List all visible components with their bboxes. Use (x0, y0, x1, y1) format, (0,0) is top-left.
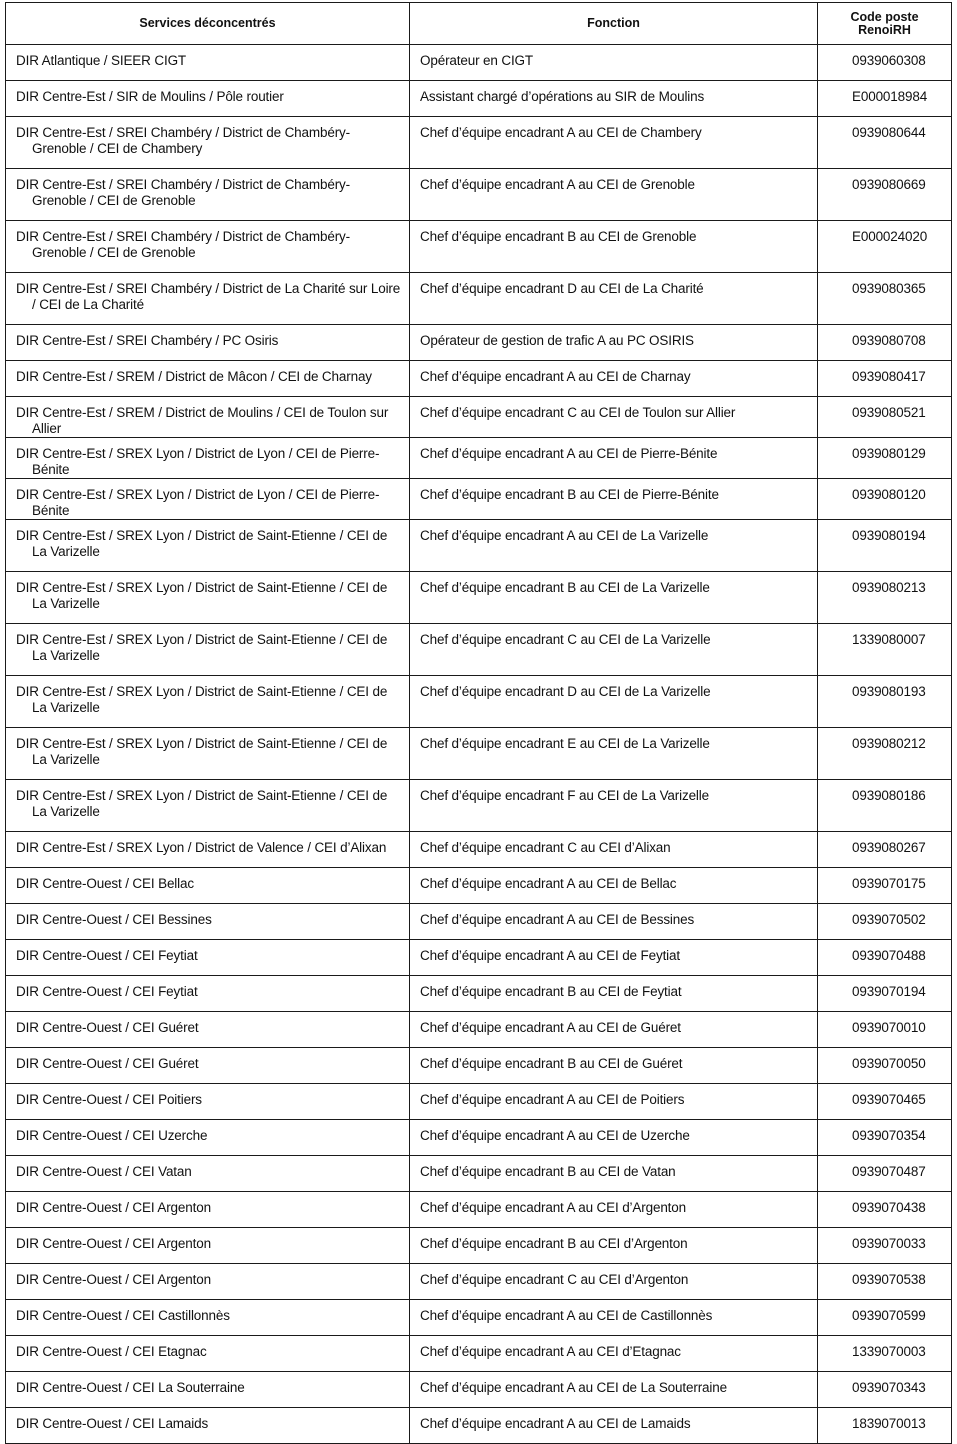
code-cell: 0939070487 (818, 1156, 952, 1192)
code-cell: 0939080365 (818, 273, 952, 325)
fonction-cell: Chef d’équipe encadrant C au CEI d’Alixan (410, 832, 818, 868)
table-row (6, 1120, 952, 1156)
service-cell (6, 479, 410, 520)
service-text: DIR Centre-Est / SREM / District de Moulins / CEI de Toulon sur Allier (16, 405, 389, 436)
service-cell (6, 1408, 410, 1444)
fonction-cell: Chef d’équipe encadrant B au CEI de Pierre-Bénite (410, 479, 818, 520)
service-text: DIR Centre-Est / SREM / District de Mâcon / CEI de Charnay (16, 369, 372, 384)
code-cell: 0939080417 (818, 361, 952, 397)
code-cell: 0939070488 (818, 940, 952, 976)
table-row (6, 728, 952, 780)
service-text: DIR Centre-Est / SREI Chambéry / PC Osiris (16, 333, 279, 348)
code-cell: E000018984 (818, 81, 952, 117)
code-cell: 0939070502 (818, 904, 952, 940)
table-header-row (6, 3, 952, 45)
service-cell (6, 1156, 410, 1192)
service-cell (6, 728, 410, 780)
service-text: DIR Centre-Ouest / CEI Etagnac (16, 1344, 207, 1359)
code-cell: 1339080007 (818, 624, 952, 676)
service-text: DIR Centre-Ouest / CEI Poitiers (16, 1092, 202, 1107)
service-text: DIR Centre-Ouest / CEI La Souterraine (16, 1380, 245, 1395)
service-cell (6, 117, 410, 169)
service-text: DIR Centre-Est / SREI Chambéry / District de Chambéry-Grenoble / CEI de Grenoble (16, 229, 350, 260)
fonction-cell: Chef d’équipe encadrant A au CEI de Castillonnès (410, 1300, 818, 1336)
service-text: DIR Centre-Est / SREX Lyon / District de Saint-Etienne / CEI de La Varizelle (16, 684, 388, 715)
code-cell: 0939070175 (818, 868, 952, 904)
service-cell (6, 361, 410, 397)
fonction-cell: Chef d’équipe encadrant B au CEI d’Argenton (410, 1228, 818, 1264)
table-row (6, 1228, 952, 1264)
service-text: DIR Centre-Ouest / CEI Feytiat (16, 948, 198, 963)
fonction-cell: Chef d’équipe encadrant B au CEI de Vatan (410, 1156, 818, 1192)
service-text: DIR Centre-Ouest / CEI Argenton (16, 1200, 211, 1215)
service-cell (6, 397, 410, 438)
table-row (6, 1156, 952, 1192)
table-row (6, 479, 952, 520)
service-text: DIR Centre-Ouest / CEI Lamaids (16, 1416, 209, 1431)
fonction-cell: Chef d’équipe encadrant D au CEI de La Charité (410, 273, 818, 325)
header-services: Services déconcentrés (6, 3, 410, 45)
service-cell (6, 325, 410, 361)
code-cell: 0939080708 (818, 325, 952, 361)
table-row (6, 361, 952, 397)
table-row (6, 117, 952, 169)
service-cell (6, 1012, 410, 1048)
service-cell (6, 221, 410, 273)
service-text: DIR Atlantique / SIEER CIGT (16, 53, 187, 68)
service-text: DIR Centre-Est / SREI Chambéry / District de La Charité sur Loire / CEI de La Charité (16, 281, 401, 312)
fonction-cell: Chef d’équipe encadrant E au CEI de La Varizelle (410, 728, 818, 780)
code-cell: 0939070599 (818, 1300, 952, 1336)
fonction-cell: Chef d’équipe encadrant B au CEI de Feytiat (410, 976, 818, 1012)
fonction-cell: Chef d’équipe encadrant A au CEI de Uzerche (410, 1120, 818, 1156)
table-row (6, 904, 952, 940)
code-cell: 0939080120 (818, 479, 952, 520)
service-cell (6, 1228, 410, 1264)
table-row (6, 438, 952, 479)
service-text: DIR Centre-Est / SREX Lyon / District de Lyon / CEI de Pierre-Bénite (16, 446, 380, 477)
service-cell (6, 1048, 410, 1084)
table-row (6, 624, 952, 676)
code-cell: 0939080644 (818, 117, 952, 169)
positions-table (5, 2, 952, 1444)
table-row (6, 1048, 952, 1084)
fonction-cell: Chef d’équipe encadrant A au CEI de Poitiers (410, 1084, 818, 1120)
fonction-cell: Chef d’équipe encadrant A au CEI de Grenoble (410, 169, 818, 221)
code-cell: 0939070465 (818, 1084, 952, 1120)
header-code-poste (818, 3, 952, 45)
table-row (6, 1264, 952, 1300)
table-row (6, 868, 952, 904)
code-cell: 0939080194 (818, 520, 952, 572)
table-row (6, 221, 952, 273)
table-row (6, 976, 952, 1012)
code-cell: 0939080521 (818, 397, 952, 438)
table-row (6, 45, 952, 81)
table-row (6, 520, 952, 572)
service-cell (6, 273, 410, 325)
table-row (6, 1084, 952, 1120)
service-text: DIR Centre-Ouest / CEI Vatan (16, 1164, 192, 1179)
service-cell (6, 868, 410, 904)
service-text: DIR Centre-Est / SREX Lyon / District de Saint-Etienne / CEI de La Varizelle (16, 788, 388, 819)
fonction-cell: Chef d’équipe encadrant C au CEI d’Argenton (410, 1264, 818, 1300)
code-cell: 1339070003 (818, 1336, 952, 1372)
code-cell: 0939080669 (818, 169, 952, 221)
code-cell: E000024020 (818, 221, 952, 273)
service-text: DIR Centre-Ouest / CEI Bellac (16, 876, 194, 891)
table-row (6, 780, 952, 832)
code-cell: 1839070013 (818, 1408, 952, 1444)
service-text: DIR Centre-Ouest / CEI Guéret (16, 1056, 199, 1071)
code-cell: 0939080212 (818, 728, 952, 780)
service-cell (6, 572, 410, 624)
fonction-cell: Chef d’équipe encadrant A au CEI de Lamaids (410, 1408, 818, 1444)
fonction-cell: Chef d’équipe encadrant A au CEI de La Varizelle (410, 520, 818, 572)
code-cell: 0939070438 (818, 1192, 952, 1228)
table-row (6, 325, 952, 361)
code-cell: 0939060308 (818, 45, 952, 81)
code-cell: 0939080186 (818, 780, 952, 832)
table-body (6, 45, 952, 1444)
fonction-cell: Chef d’équipe encadrant A au CEI de La Souterraine (410, 1372, 818, 1408)
code-cell: 0939070354 (818, 1120, 952, 1156)
service-text: DIR Centre-Ouest / CEI Guéret (16, 1020, 199, 1035)
table-row (6, 940, 952, 976)
code-cell: 0939080213 (818, 572, 952, 624)
service-text: DIR Centre-Est / SIR de Moulins / Pôle routier (16, 89, 284, 104)
code-cell: 0939070033 (818, 1228, 952, 1264)
service-text: DIR Centre-Ouest / CEI Uzerche (16, 1128, 208, 1143)
service-cell (6, 832, 410, 868)
service-cell (6, 624, 410, 676)
table-row (6, 1372, 952, 1408)
service-text: DIR Centre-Ouest / CEI Argenton (16, 1272, 211, 1287)
code-cell: 0939070194 (818, 976, 952, 1012)
service-text: DIR Centre-Ouest / CEI Argenton (16, 1236, 211, 1251)
code-cell: 0939080193 (818, 676, 952, 728)
fonction-cell: Chef d’équipe encadrant C au CEI de La Varizelle (410, 624, 818, 676)
service-text: DIR Centre-Ouest / CEI Feytiat (16, 984, 198, 999)
fonction-cell: Chef d’équipe encadrant A au CEI de Bellac (410, 868, 818, 904)
service-cell (6, 676, 410, 728)
service-text: DIR Centre-Est / SREX Lyon / District de Saint-Etienne / CEI de La Varizelle (16, 580, 388, 611)
service-cell (6, 940, 410, 976)
service-text: DIR Centre-Est / SREX Lyon / District de Saint-Etienne / CEI de La Varizelle (16, 528, 388, 559)
service-cell (6, 438, 410, 479)
code-cell: 0939070538 (818, 1264, 952, 1300)
table-row (6, 1012, 952, 1048)
service-cell (6, 520, 410, 572)
table-row (6, 572, 952, 624)
service-cell (6, 1336, 410, 1372)
service-cell (6, 1120, 410, 1156)
fonction-cell: Chef d’équipe encadrant A au CEI d’Etagnac (410, 1336, 818, 1372)
service-text: DIR Centre-Est / SREI Chambéry / District de Chambéry-Grenoble / CEI de Grenoble (16, 177, 350, 208)
fonction-cell: Assistant chargé d’opérations au SIR de Moulins (410, 81, 818, 117)
service-cell (6, 169, 410, 221)
fonction-cell: Chef d’équipe encadrant A au CEI de Pierre-Bénite (410, 438, 818, 479)
document-page (5, 2, 951, 1444)
service-text: DIR Centre-Est / SREI Chambéry / District de Chambéry-Grenoble / CEI de Chambery (16, 125, 350, 156)
service-text: DIR Centre-Ouest / CEI Bessines (16, 912, 212, 927)
service-cell (6, 904, 410, 940)
service-cell (6, 1300, 410, 1336)
service-text: DIR Centre-Est / SREX Lyon / District de Saint-Etienne / CEI de La Varizelle (16, 632, 388, 663)
fonction-cell: Opérateur de gestion de trafic A au PC OSIRIS (410, 325, 818, 361)
fonction-cell: Chef d’équipe encadrant A au CEI de Chambery (410, 117, 818, 169)
table-row (6, 169, 952, 221)
code-cell: 0939080129 (818, 438, 952, 479)
service-text: DIR Centre-Est / SREX Lyon / District de Saint-Etienne / CEI de La Varizelle (16, 736, 388, 767)
fonction-cell: Chef d’équipe encadrant A au CEI de Guéret (410, 1012, 818, 1048)
service-cell (6, 81, 410, 117)
fonction-cell: Chef d’équipe encadrant A au CEI d’Argenton (410, 1192, 818, 1228)
fonction-cell: Chef d’équipe encadrant B au CEI de La Varizelle (410, 572, 818, 624)
table-row (6, 1336, 952, 1372)
fonction-cell: Chef d’équipe encadrant B au CEI de Guéret (410, 1048, 818, 1084)
fonction-cell: Opérateur en CIGT (410, 45, 818, 81)
service-cell (6, 45, 410, 81)
service-cell (6, 1264, 410, 1300)
header-code-line2: RenoiRH (858, 22, 911, 37)
service-text: DIR Centre-Ouest / CEI Castillonnès (16, 1308, 230, 1323)
fonction-cell: Chef d’équipe encadrant A au CEI de Feytiat (410, 940, 818, 976)
table-row (6, 676, 952, 728)
table-row (6, 81, 952, 117)
fonction-cell: Chef d’équipe encadrant A au CEI de Charnay (410, 361, 818, 397)
table-row (6, 1408, 952, 1444)
table-row (6, 1192, 952, 1228)
service-cell (6, 1084, 410, 1120)
header-fonction: Fonction (410, 3, 818, 45)
table-row (6, 832, 952, 868)
code-cell: 0939080267 (818, 832, 952, 868)
code-cell: 0939070010 (818, 1012, 952, 1048)
service-cell (6, 780, 410, 832)
fonction-cell: Chef d’équipe encadrant D au CEI de La Varizelle (410, 676, 818, 728)
service-text: DIR Centre-Est / SREX Lyon / District de Valence / CEI d’Alixan (16, 840, 387, 855)
service-cell (6, 1372, 410, 1408)
fonction-cell: Chef d’équipe encadrant A au CEI de Bessines (410, 904, 818, 940)
service-text: DIR Centre-Est / SREX Lyon / District de Lyon / CEI de Pierre-Bénite (16, 487, 380, 518)
code-cell: 0939070050 (818, 1048, 952, 1084)
fonction-cell: Chef d’équipe encadrant B au CEI de Grenoble (410, 221, 818, 273)
table-row (6, 273, 952, 325)
header-code-line1: Code poste (850, 9, 919, 24)
code-cell: 0939070343 (818, 1372, 952, 1408)
table-row (6, 397, 952, 438)
fonction-cell: Chef d’équipe encadrant F au CEI de La Varizelle (410, 780, 818, 832)
service-cell (6, 1192, 410, 1228)
fonction-cell: Chef d’équipe encadrant C au CEI de Toulon sur Allier (410, 397, 818, 438)
service-cell (6, 976, 410, 1012)
table-row (6, 1300, 952, 1336)
